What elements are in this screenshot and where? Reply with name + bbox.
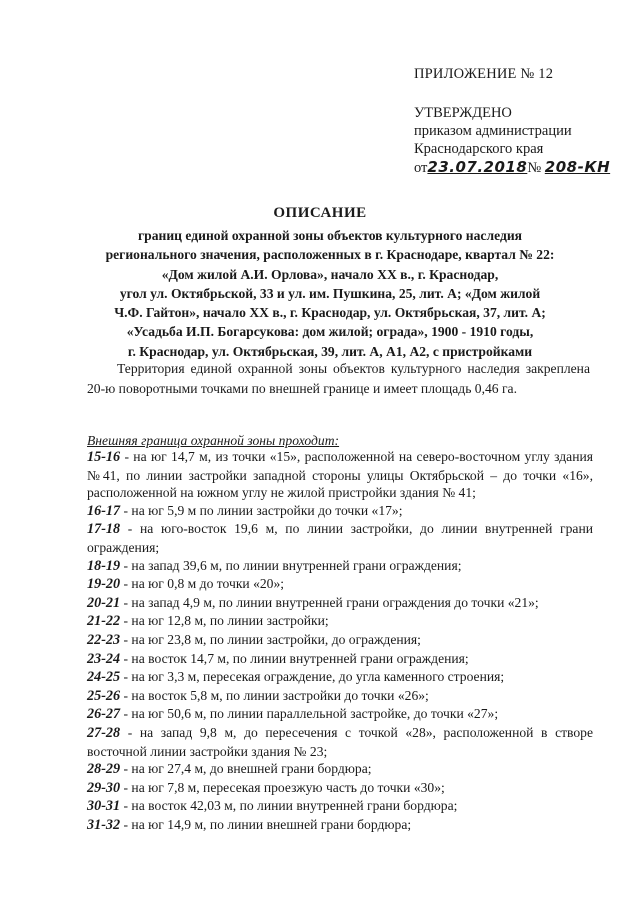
subtitle-line: «Усадьба И.П. Богарсукова: дом жилой; ограда», 1900 - 1910 годы, <box>126 324 534 340</box>
boundary-item <box>87 797 593 816</box>
number-prefix: № <box>527 160 542 176</box>
date-prefix: от <box>414 160 428 176</box>
segment-number: 22-23 <box>87 631 121 648</box>
boundary-item <box>87 779 593 798</box>
segment-number: 30-31 <box>87 798 121 815</box>
subtitle-line: Ч.Ф. Гайтон», начало XX в., г. Краснодар, ул. Октябрьская, 37, лит. А; <box>114 305 546 321</box>
approved-line-1: приказом администрации <box>414 123 572 139</box>
boundary-item <box>87 668 593 687</box>
segment-description: - на юг 27,4 м, до внешней грани бордюра; <box>120 761 372 777</box>
boundary-item <box>87 575 593 594</box>
subtitle-line: границ единой охранной зоны объектов культурного наследия <box>137 228 523 243</box>
boundary-item <box>87 594 593 613</box>
boundary-item <box>87 631 593 650</box>
boundary-item <box>87 502 593 521</box>
handwritten-number: 208-КН <box>544 158 611 176</box>
segment-description: - на восток 14,7 м, по линии внутренней грани ограждения; <box>120 650 469 666</box>
segment-description: - на юг 5,9 м по линии застройки до точки «17»; <box>120 502 403 518</box>
segment-number: 25-26 <box>87 687 121 704</box>
segment-description: - на юг 23,8 м, по линии застройки, до ограждения; <box>120 631 421 647</box>
boundary-item <box>87 760 593 779</box>
segment-number: 26-27 <box>87 706 121 723</box>
segment-number: 29-30 <box>87 779 121 796</box>
segment-number: 28-29 <box>87 761 121 778</box>
segment-number: 18-19 <box>87 557 121 574</box>
subtitle-line: «Дом жилой А.И. Орлова», начало XX в., г. Краснодар, <box>161 266 499 282</box>
segment-description: - на юг 12,8 м, по линии застройки; <box>120 613 329 629</box>
segment-number: 21-22 <box>87 613 121 630</box>
boundary-item <box>87 724 593 760</box>
subtitle-line: регионального значения, расположенных в г. Краснодаре, квартал № 22: <box>105 247 555 263</box>
segment-description: - на запад 4,9 м, по линии внутренней грани ограждения до точки «21»; <box>120 594 539 610</box>
boundary-item <box>87 520 593 556</box>
segment-number: 19-20 <box>87 576 121 593</box>
segment-description: - на юг 50,6 м, по линии параллельной застройке, до точки «27»; <box>120 706 499 722</box>
approved-title: УТВЕРЖДЕНО <box>414 105 512 121</box>
segment-number: 15-16 <box>87 449 121 465</box>
segment-description: - на запад 9,8 м, до пересечения с точкой «28», расположенной в створе восточной линии застройки здания № 23; <box>87 724 593 759</box>
segment-description: - на восток 5,8 м, по линии застройки до точки «26»; <box>120 687 429 703</box>
subtitle-line: угол ул. Октябрьской, 33 и ул. им. Пушкина, 25, лит. А; «Дом жилой <box>119 285 541 301</box>
appendix-number: ПРИЛОЖЕНИЕ № 12 <box>414 66 554 82</box>
segment-number: 27-28 <box>87 724 121 741</box>
handwritten-date: 23.07.2018 <box>427 158 528 176</box>
section-heading: Внешняя граница охранной зоны проходит: <box>87 433 340 448</box>
segment-description: - на юго-восток 19,6 м, по линии застройки, до линии внутренней грани ограждения; <box>87 521 593 555</box>
segment-number: 31-32 <box>87 816 121 833</box>
intro-text: Территория единой охранной зоны объектов культурного наследия закреплена 20-ю поворотными точками по внешней границе и имеет площадь 0,46 га. <box>87 361 590 396</box>
document-subtitle <box>70 226 590 361</box>
approval-block <box>414 104 610 177</box>
intro-paragraph <box>87 359 590 398</box>
segment-number: 23-24 <box>87 650 121 667</box>
boundary-item <box>87 448 593 502</box>
boundary-item <box>87 687 593 706</box>
boundary-item <box>87 816 593 835</box>
boundary-item <box>87 557 593 576</box>
segment-description: - на запад 39,6 м, по линии внутренней грани ограждения; <box>120 557 462 573</box>
boundary-list <box>87 448 593 834</box>
segment-description: - на юг 14,7 м, из точки «15», расположенной на северо-восточном углу здания №41, по линии застройки западной стороны улицы Октябрьской – до точки «16», расположенной на южном углу не жилой пристройки здания № 41; <box>87 449 593 501</box>
segment-number: 20-21 <box>87 594 121 611</box>
segment-description: - на юг 0,8 м до точки «20»; <box>120 576 285 592</box>
boundary-item <box>87 705 593 724</box>
segment-number: 17-18 <box>87 521 121 538</box>
subtitle-line: г. Краснодар, ул. Октябрьская, 39, лит. А, А1, А2, с пристройками <box>127 343 533 359</box>
boundary-item <box>87 612 593 631</box>
segment-description: - на юг 7,8 м, пересекая проезжую часть до точки «30»; <box>120 779 445 795</box>
segment-description: - на юг 14,9 м, по линии внешней грани бордюра; <box>120 816 412 832</box>
segment-description: - на восток 42,03 м, по линии внутренней грани бордюра; <box>120 798 458 814</box>
boundary-item <box>87 650 593 669</box>
document-title: ОПИСАНИЕ <box>273 205 367 221</box>
approval-date-line <box>414 158 610 177</box>
segment-number: 24-25 <box>87 669 121 686</box>
segment-description: - на юг 3,3 м, пересекая ограждение, до угла каменного строения; <box>120 669 505 685</box>
approved-line-2: Краснодарского края <box>414 141 544 157</box>
segment-number: 16-17 <box>87 502 121 519</box>
